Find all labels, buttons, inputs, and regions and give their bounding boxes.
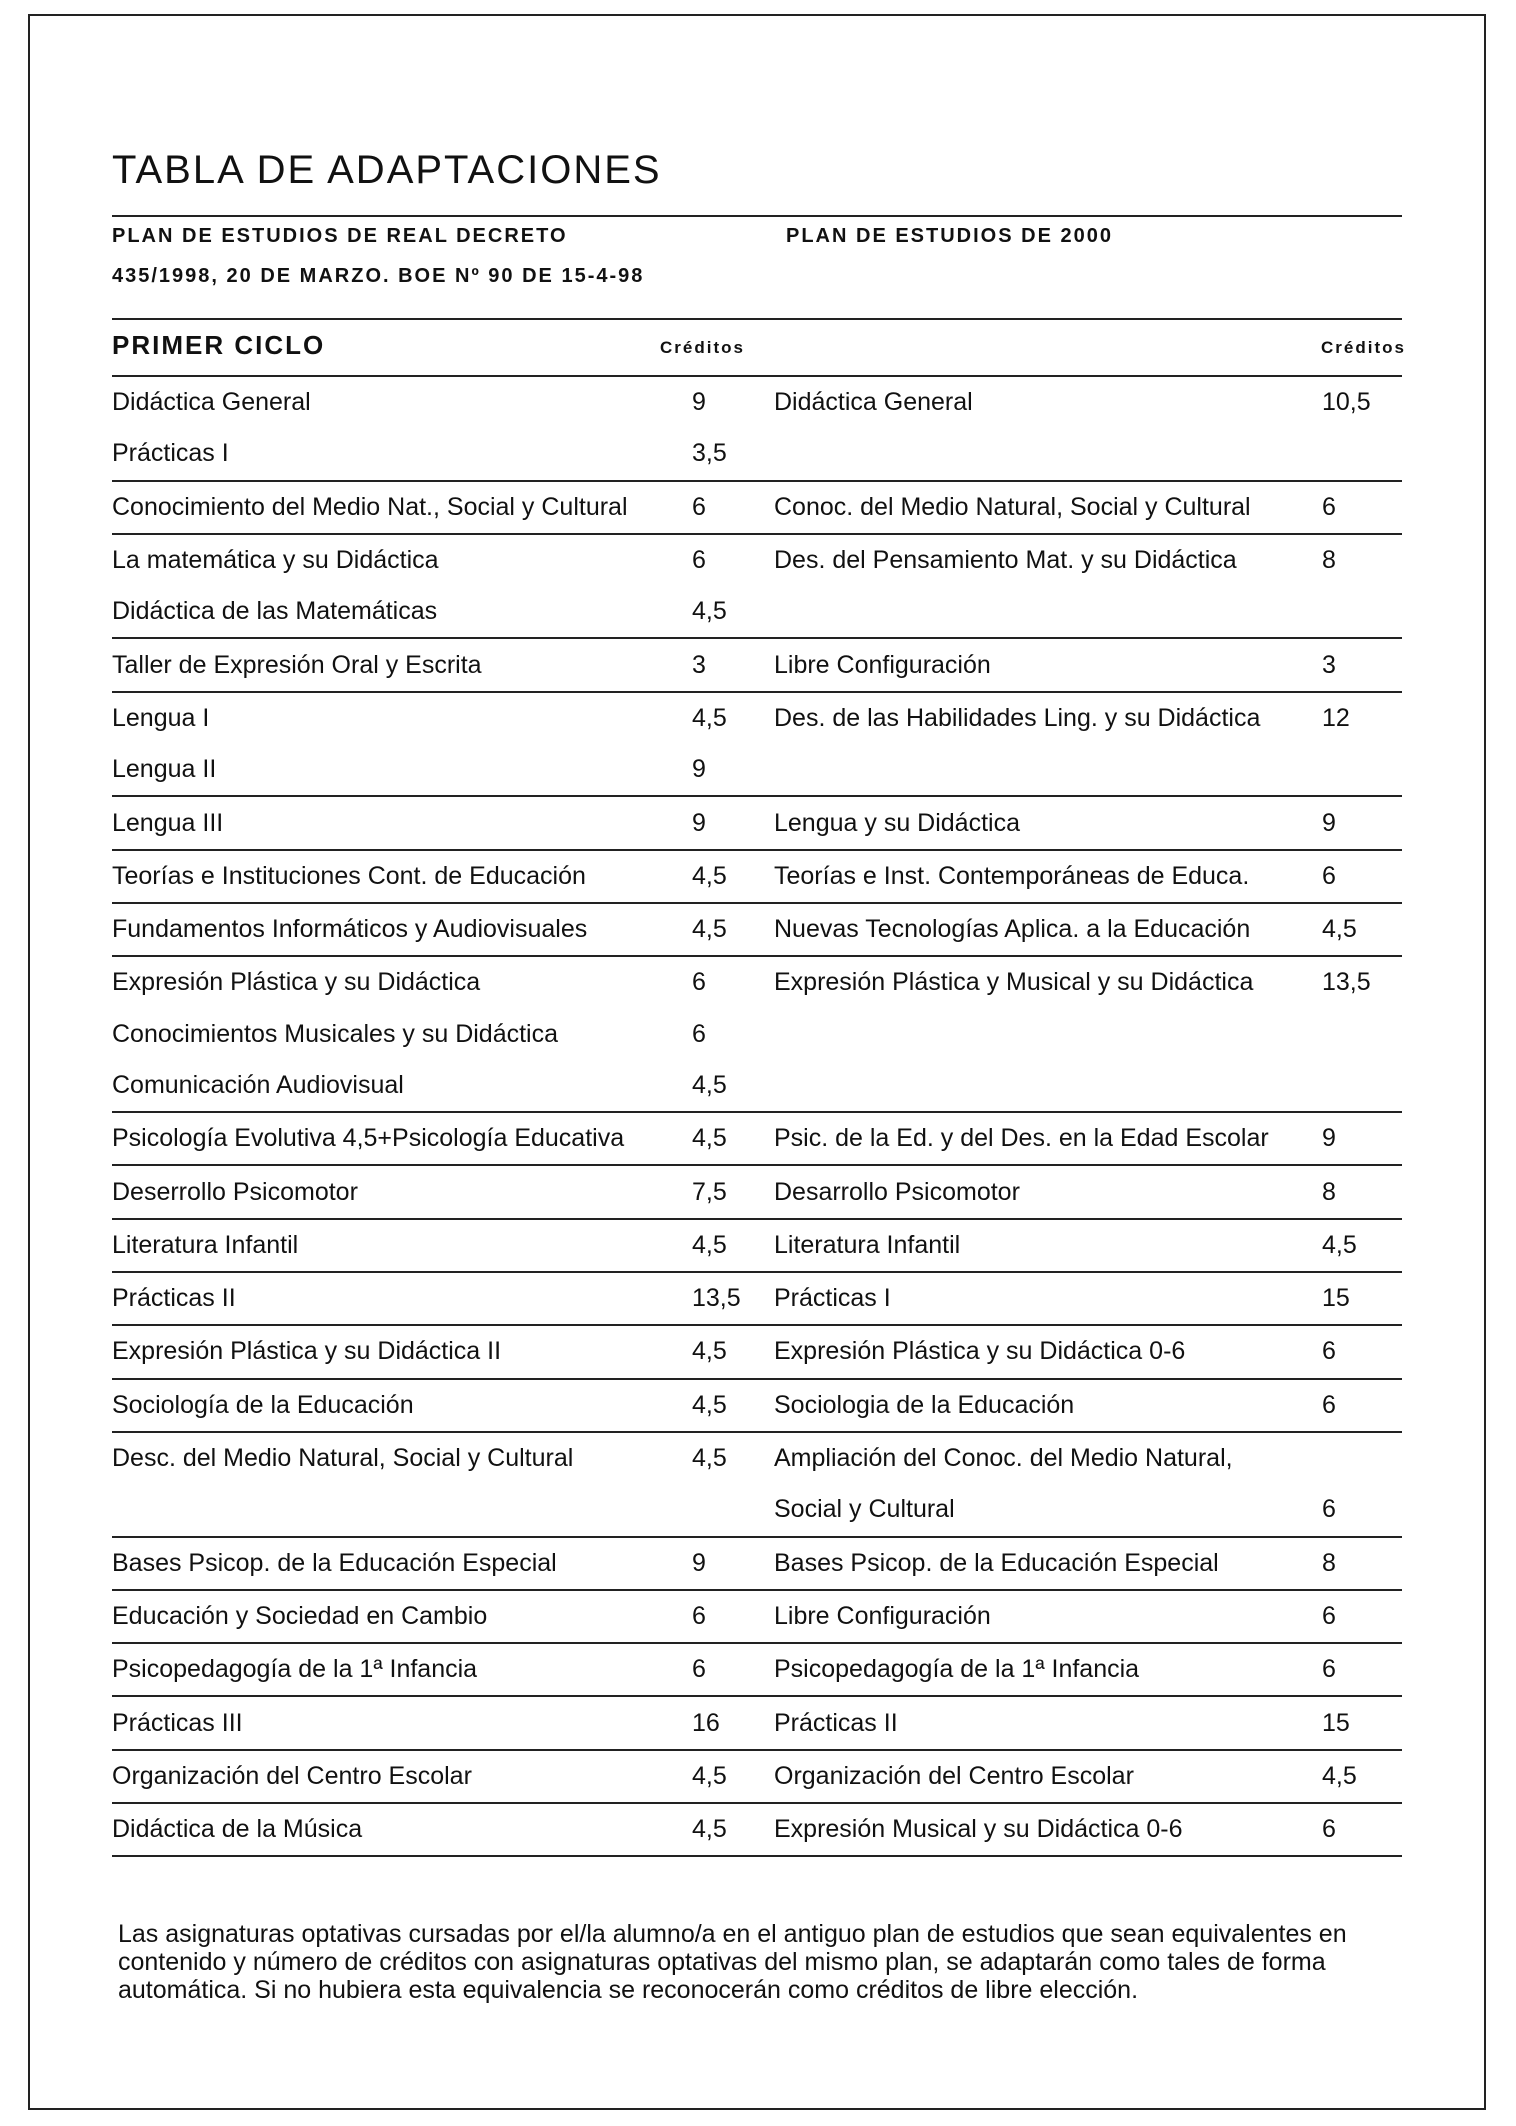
table-row	[112, 1433, 1402, 1484]
old-subject: Expresión Plástica y su Didáctica	[112, 968, 481, 997]
table-row	[112, 428, 1402, 479]
table-row-group	[112, 904, 1402, 957]
page-title: TABLA DE ADAPTACIONES	[112, 148, 662, 192]
new-credits: 12	[1322, 703, 1350, 732]
credits-header-old: Créditos	[660, 338, 745, 357]
old-credits: 4,5	[692, 1230, 727, 1259]
old-subject: Teorías e Instituciones Cont. de Educación	[112, 861, 586, 890]
new-credits: 8	[1322, 1548, 1336, 1577]
old-credits: 6	[692, 1601, 706, 1630]
old-subject: Deserrollo Psicomotor	[112, 1177, 358, 1206]
old-subject: Bases Psicop. de la Educación Especial	[112, 1548, 557, 1577]
old-plan-line-1: PLAN DE ESTUDIOS DE REAL DECRETO	[112, 225, 568, 247]
new-subject: Literatura Infantil	[774, 1230, 961, 1259]
old-credits: 13,5	[692, 1284, 741, 1313]
table-row-group	[112, 957, 1402, 1113]
table-row-group	[112, 639, 1402, 692]
adaptation-table	[112, 375, 1402, 1857]
old-credits: 4,5	[692, 1815, 727, 1844]
table-row-group	[112, 377, 1402, 482]
old-credits: 9	[692, 1548, 706, 1577]
new-subject: Didáctica General	[774, 388, 973, 417]
table-row	[112, 1644, 1402, 1695]
old-credits: 9	[692, 808, 706, 837]
old-subject: Conocimiento del Medio Nat., Social y Cultural	[112, 492, 628, 521]
new-subject: Desarrollo Psicomotor	[774, 1177, 1020, 1206]
table-row	[112, 482, 1402, 533]
old-credits: 4,5	[692, 1761, 727, 1790]
section-label: PRIMER CICLO	[112, 330, 326, 360]
table-row-group	[112, 1538, 1402, 1591]
new-credits: 6	[1322, 1601, 1336, 1630]
table-row-group	[112, 1804, 1402, 1857]
old-credits: 4,5	[692, 703, 727, 732]
table-row	[112, 639, 1402, 690]
new-subject: Psic. de la Ed. y del Des. en la Edad Escolar	[774, 1124, 1269, 1153]
table-row	[112, 377, 1402, 428]
table-row	[112, 535, 1402, 586]
new-credits: 4,5	[1322, 915, 1357, 944]
table-row-group	[112, 1697, 1402, 1750]
old-plan-heading	[112, 216, 644, 296]
new-credits: 6	[1322, 492, 1336, 521]
old-credits: 6	[692, 546, 706, 575]
old-subject: Fundamentos Informáticos y Audiovisuales	[112, 915, 588, 944]
old-credits: 6	[692, 1019, 706, 1048]
new-credits: 6	[1322, 1337, 1336, 1366]
table-row	[112, 693, 1402, 744]
old-credits: 4,5	[692, 597, 727, 626]
new-subject: Psicopedagogía de la 1ª Infancia	[774, 1655, 1140, 1684]
new-subject: Bases Psicop. de la Educación Especial	[774, 1548, 1219, 1577]
old-credits: 4,5	[692, 915, 727, 944]
old-credits: 4,5	[692, 1337, 727, 1366]
table-row-group	[112, 1273, 1402, 1326]
new-credits: 13,5	[1322, 968, 1371, 997]
table-row	[112, 1751, 1402, 1802]
table-row-group	[112, 1166, 1402, 1219]
old-subject: Sociología de la Educación	[112, 1390, 414, 1419]
new-subject: Sociologia de la Educación	[774, 1390, 1075, 1419]
old-subject: Lengua III	[112, 808, 224, 837]
old-subject: Didáctica General	[112, 388, 311, 417]
footnote: Las asignaturas optativas cursadas por el/la alumno/a en el antiguo plan de estudios que sean equivalentes en contenido y número de créditos con asignaturas optativas del mismo plan, se adaptarán como tales de forma automática. Si no hubiera esta equivalencia se reconocerán como créditos de libre elección.	[118, 1920, 1347, 2004]
old-credits: 9	[692, 388, 706, 417]
table-row-group	[112, 535, 1402, 640]
new-credits: 6	[1322, 861, 1336, 890]
old-subject: Lengua II	[112, 755, 217, 784]
table-row-group	[112, 1113, 1402, 1166]
new-credits: 8	[1322, 546, 1336, 575]
table-row	[112, 1697, 1402, 1748]
new-credits: 15	[1322, 1708, 1350, 1737]
new-subject: Organización del Centro Escolar	[774, 1761, 1134, 1790]
new-credits: 4,5	[1322, 1230, 1357, 1259]
old-credits: 3	[692, 650, 706, 679]
table-row-group	[112, 1326, 1402, 1379]
old-credits: 4,5	[692, 861, 727, 890]
table-row-group	[112, 482, 1402, 535]
old-credits: 3,5	[692, 439, 727, 468]
old-credits: 6	[692, 492, 706, 521]
old-subject: Prácticas I	[112, 439, 229, 468]
old-credits: 4,5	[692, 1071, 727, 1099]
new-subject: Expresión Musical y su Didáctica 0-6	[774, 1815, 1183, 1844]
new-plan-line-1: PLAN DE ESTUDIOS DE 2000	[786, 225, 1113, 247]
table-row	[112, 586, 1402, 637]
table-row	[112, 1220, 1402, 1271]
table-row-group	[112, 851, 1402, 904]
new-credits: 8	[1322, 1177, 1336, 1206]
table-row	[112, 851, 1402, 902]
old-credits: 4,5	[692, 1390, 727, 1419]
old-credits: 4,5	[692, 1124, 727, 1153]
old-credits: 7,5	[692, 1177, 727, 1206]
table-row-group	[112, 693, 1402, 798]
new-subject: Ampliación del Conoc. del Medio Natural,	[774, 1444, 1233, 1473]
new-subject: Des. de las Habilidades Ling. y su Didáctica	[774, 703, 1261, 732]
new-credits: 6	[1322, 1655, 1336, 1684]
new-credits: 4,5	[1322, 1761, 1357, 1790]
new-credits: 9	[1322, 1124, 1336, 1153]
table-row-group	[112, 1644, 1402, 1697]
new-credits: 6	[1322, 1815, 1336, 1844]
divider	[112, 318, 1402, 320]
table-row	[112, 744, 1402, 795]
new-subject: Libre Configuración	[774, 1601, 991, 1630]
table-row	[112, 797, 1402, 848]
old-subject: Didáctica de la Música	[112, 1815, 363, 1844]
old-subject: Lengua I	[112, 703, 210, 732]
new-credits: 6	[1322, 1495, 1336, 1524]
new-subject: Prácticas I	[774, 1284, 891, 1313]
table-row-group	[112, 1751, 1402, 1804]
new-subject: Social y Cultural	[774, 1495, 955, 1524]
table-row	[112, 1166, 1402, 1217]
new-plan-heading	[786, 216, 1113, 256]
table-row-group	[112, 1433, 1402, 1538]
table-row	[112, 1591, 1402, 1642]
table-row	[112, 1060, 1402, 1111]
table-row	[112, 1804, 1402, 1855]
old-subject: Prácticas II	[112, 1284, 236, 1313]
new-subject: Expresión Plástica y Musical y su Didáctica	[774, 968, 1254, 997]
table-row	[112, 904, 1402, 955]
old-subject: Prácticas III	[112, 1708, 243, 1737]
new-credits: 6	[1322, 1390, 1336, 1419]
old-subject: La matemática y su Didáctica	[112, 546, 439, 575]
old-credits: 16	[692, 1708, 720, 1737]
new-credits: 9	[1322, 808, 1336, 837]
old-credits: 6	[692, 968, 706, 997]
old-subject: Conocimientos Musicales y su Didáctica	[112, 1019, 559, 1048]
old-subject: Didáctica de las Matemáticas	[112, 597, 438, 626]
old-subject: Literatura Infantil	[112, 1230, 299, 1259]
table-row-group	[112, 1591, 1402, 1644]
old-subject: Expresión Plástica y su Didáctica II	[112, 1337, 502, 1366]
old-subject: Desc. del Medio Natural, Social y Cultural	[112, 1444, 574, 1473]
old-credits: 9	[692, 755, 706, 784]
old-subject: Psicología Evolutiva 4,5+Psicología Educativa	[112, 1124, 625, 1153]
old-subject: Taller de Expresión Oral y Escrita	[112, 650, 482, 679]
new-subject: Nuevas Tecnologías Aplica. a la Educación	[774, 915, 1251, 944]
table-row	[112, 1484, 1402, 1535]
table-row	[112, 957, 1402, 1008]
credits-header-new: Créditos	[1321, 338, 1406, 357]
table-row	[112, 1113, 1402, 1164]
new-subject: Conoc. del Medio Natural, Social y Cultural	[774, 492, 1251, 521]
new-subject: Des. del Pensamiento Mat. y su Didáctica	[774, 546, 1237, 575]
new-credits: 10,5	[1322, 388, 1371, 417]
new-subject: Lengua y su Didáctica	[774, 808, 1020, 837]
old-subject: Organización del Centro Escolar	[112, 1761, 472, 1790]
old-subject: Psicopedagogía de la 1ª Infancia	[112, 1655, 478, 1684]
new-subject: Teorías e Inst. Contemporáneas de Educa.	[774, 861, 1250, 890]
table-row	[112, 1380, 1402, 1431]
new-subject: Prácticas II	[774, 1708, 898, 1737]
table-row	[112, 1009, 1402, 1060]
old-credits: 4,5	[692, 1444, 727, 1473]
table-row-group	[112, 1380, 1402, 1433]
new-credits: 15	[1322, 1284, 1350, 1313]
table-row	[112, 1326, 1402, 1377]
old-credits: 6	[692, 1655, 706, 1684]
new-credits: 3	[1322, 650, 1336, 679]
table-row	[112, 1273, 1402, 1324]
table-row-group	[112, 797, 1402, 850]
old-subject: Comunicación Audiovisual	[112, 1071, 404, 1099]
table-row	[112, 1538, 1402, 1589]
new-subject: Libre Configuración	[774, 650, 991, 679]
old-subject: Educación y Sociedad en Cambio	[112, 1601, 488, 1630]
table-row-group	[112, 1220, 1402, 1273]
old-plan-line-2: 435/1998, 20 DE MARZO. BOE Nº 90 DE 15-4-98	[112, 265, 645, 287]
new-subject: Expresión Plástica y su Didáctica 0-6	[774, 1337, 1186, 1366]
